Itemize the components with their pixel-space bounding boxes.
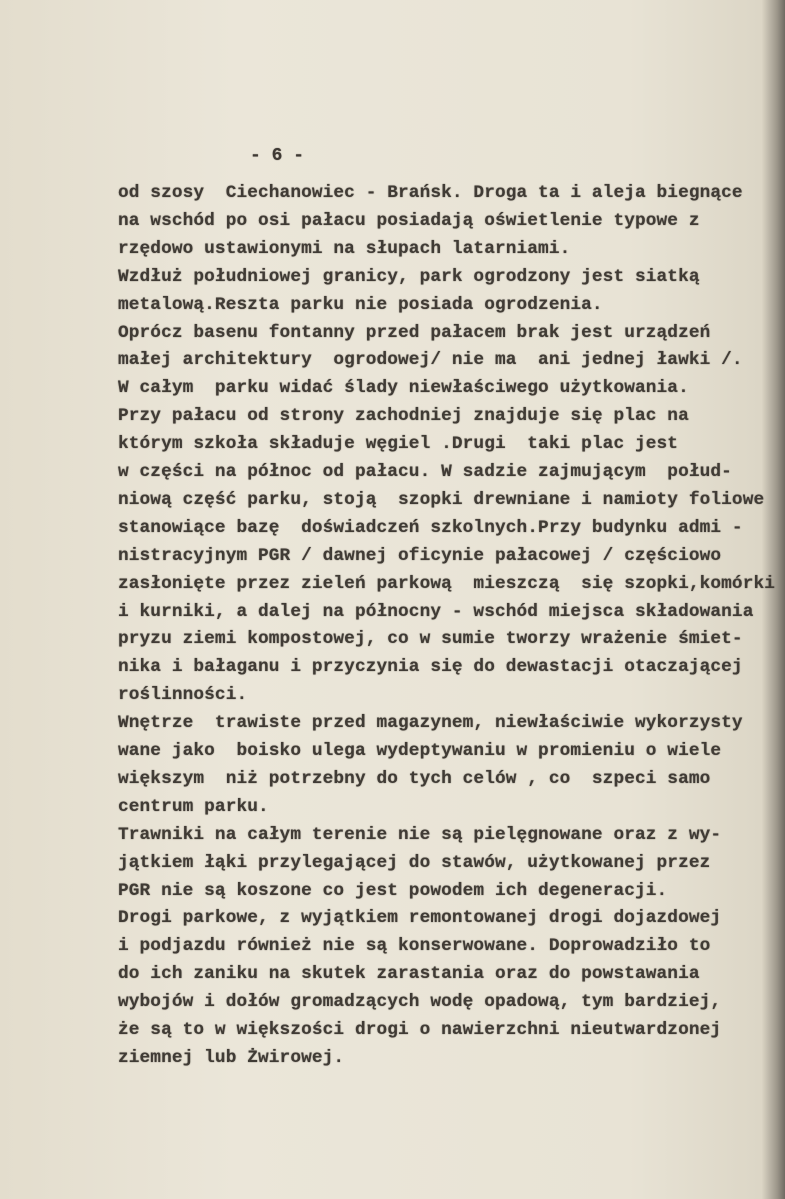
text-line: Wzdłuż południowej granicy, park ogrodzony jest siatką [118, 266, 700, 287]
text-line: że są to w większości drogi o nawierzchni nieutwardzonej [118, 1020, 722, 1040]
text-line: Oprócz basenu fontanny przed pałacem brak jest urządzeń [118, 322, 711, 343]
text-line: do ich zaniku na skutek zarastania oraz do powstawania [118, 964, 700, 985]
text-line: PGR nie są koszone co jest powodem ich degeneracji. [118, 880, 668, 901]
text-line: na wschód po osi pałacu posiadają oświetlenie typowe z [118, 210, 700, 231]
text-line: nistracyjnym PGR / dawnej oficynie pałacowej / częściowo [118, 545, 722, 566]
text-line: Przy pałacu od strony zachodniej znajduje się plac na [118, 406, 689, 427]
text-line: i kurniki, a dalej na północny - wschód miejsca składowania [118, 601, 754, 622]
text-line: w części na północ od pałacu. W sadzie zajmującym połud- [118, 462, 732, 482]
text-line: roślinności. [118, 685, 248, 706]
text-line: od szosy Ciechanowiec - Brańsk. Droga ta i aleja biegnące [118, 183, 743, 203]
text-line: większym niż potrzebny do tych celów , co szpeci samo [118, 768, 711, 789]
text-line: metalową.Reszta parku nie posiada ogrodzenia. [118, 294, 603, 315]
text-line: jątkiem łąki przylegającej do stawów, użytkowanej przez [118, 852, 711, 873]
text-line: pryzu ziemi kompostowej, co w sumie tworzy wrażenie śmiet- [118, 629, 743, 650]
text-line: Wnętrze trawiste przed magazynem, niewłaściwie wykorzysty [118, 713, 743, 734]
text-line: którym szkoła składuje węgiel .Drugi taki plac jest [118, 434, 679, 455]
text-line: Drogi parkowe, z wyjątkiem remontowanej drogi dojazdowej [118, 908, 722, 929]
text-line: ziemnej lub Żwirowej. [118, 1047, 345, 1068]
text-line: i podjazdu również nie są konserwowane. Doprowadziło to [118, 936, 711, 957]
page-number: - 6 - [250, 146, 305, 166]
text-line: małej architektury ogrodowej/ nie ma ani jednej ławki /. [118, 350, 743, 371]
text-line: wybojów i dołów gromadzących wodę opadową, tym bardziej, [118, 992, 722, 1013]
text-line: nika i bałaganu i przyczynia się do dewastacji otaczającej [118, 657, 743, 678]
text-line: wane jako boisko ulega wydeptywaniu w promieniu o wiele [118, 741, 722, 761]
text-line: zasłonięte przez zieleń parkową mieszczą się szopki,komórki [118, 573, 775, 594]
text-line: niową część parku, stoją szopki drewniane i namioty foliowe [118, 489, 765, 510]
text-line: centrum parku. [118, 796, 269, 817]
text-line: Trawniki na całym terenie nie są pielęgnowane oraz z wy- [118, 824, 722, 845]
text-line: rzędowo ustawionymi na słupach latarniami. [118, 238, 571, 259]
text-line: W całym parku widać ślady niewłaściwego użytkowania. [118, 378, 689, 399]
text-line: stanowiące bazę doświadczeń szkolnych.Przy budynku admi - [118, 517, 743, 538]
